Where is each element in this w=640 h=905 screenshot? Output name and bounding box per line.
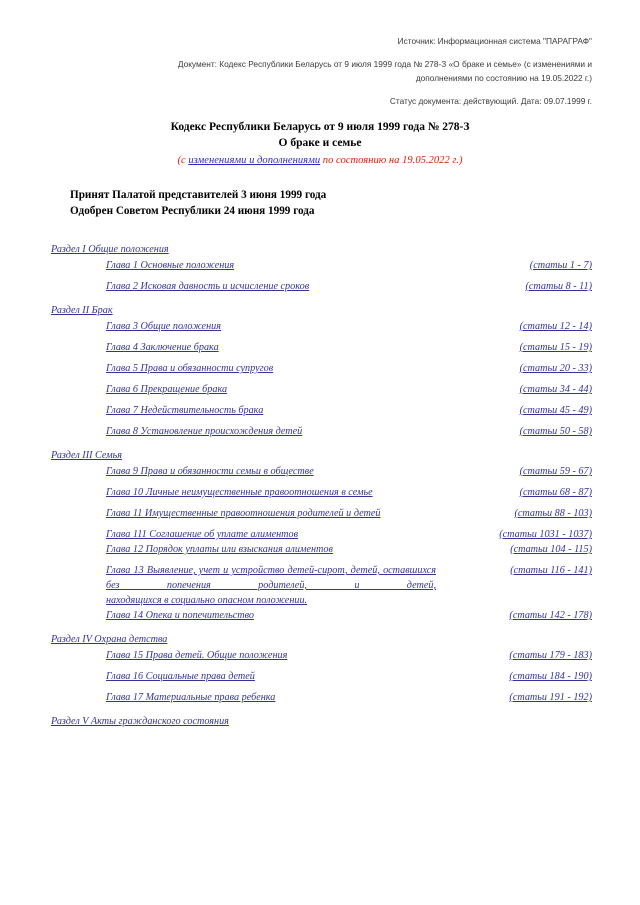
toc-articles-link[interactable]: (статьи 59 - 67): [519, 466, 592, 477]
toc-row: [48, 506, 592, 521]
toc-chapter-articles: [436, 464, 592, 479]
toc-chapter-link[interactable]: Глава 5 Права и обязанности супругов: [106, 363, 274, 374]
toc-chapter-articles: [436, 382, 592, 397]
toc-chapter-articles: [436, 608, 592, 623]
toc-section-link[interactable]: Раздел I Общие положения: [51, 244, 169, 255]
toc-chapter-link[interactable]: Глава 2 Исковая давность и исчисление сроков: [106, 281, 310, 292]
toc-row: [48, 279, 592, 294]
toc-articles-link[interactable]: (статьи 1 - 7): [529, 260, 592, 271]
toc-chapter-articles: [436, 485, 592, 500]
toc-chapter-link[interactable]: Глава 10 Личные неимущественные правоотношения в семье: [106, 487, 373, 498]
toc-row: [48, 669, 592, 684]
toc-chapter-title: [106, 669, 436, 684]
toc-articles-link[interactable]: (статьи 104 - 115): [510, 544, 592, 555]
toc-chapter-title: [106, 527, 436, 542]
toc-chapter-title: [106, 424, 436, 439]
toc-chapter-articles: [436, 319, 592, 334]
toc-row: [48, 608, 592, 623]
adoption-line-2: Одобрен Советом Республики 24 июня 1999 года: [70, 204, 315, 217]
toc-row: [48, 319, 592, 334]
toc-chapter-title: [106, 258, 436, 273]
toc-chapter-title: [106, 279, 436, 294]
toc-articles-link[interactable]: (статьи 68 - 87): [519, 487, 592, 498]
toc-chapter-title: [106, 382, 436, 397]
source-line: Источник: Информационная система "ПАРАГРАФ": [397, 36, 592, 46]
toc-chapter-title: [106, 485, 436, 500]
toc-articles-link[interactable]: (статьи 116 - 141): [510, 565, 592, 576]
toc-chapter-link[interactable]: Глава 17 Материальные права ребенка: [106, 692, 276, 703]
toc-articles-link[interactable]: (статьи 12 - 14): [519, 321, 592, 332]
toc-chapter-articles: [436, 340, 592, 355]
toc-chapter-articles: [436, 279, 592, 294]
toc-chapter-link[interactable]: Глава 4 Заключение брака: [106, 342, 219, 353]
toc-chapter-line-2: оставшихся без попечения родителей, и детей,: [106, 565, 436, 591]
toc-chapter-articles: [436, 403, 592, 418]
toc-chapter-articles: [436, 690, 592, 705]
toc-articles-link[interactable]: (статьи 179 - 183): [509, 650, 592, 661]
document-title-block: [48, 120, 592, 169]
toc-section-heading: [51, 303, 592, 318]
toc-chapter-articles: [436, 542, 592, 557]
toc-chapter-title: [106, 340, 436, 355]
toc-chapter-link[interactable]: Глава 12 Порядок уплаты или взыскания алиментов: [106, 544, 333, 555]
toc-section-link[interactable]: Раздел III Семья: [51, 450, 123, 461]
toc-chapter-articles: [436, 258, 592, 273]
toc-chapter-link[interactable]: Глава 3 Общие положения: [106, 321, 221, 332]
toc-articles-link[interactable]: (статьи 45 - 49): [519, 405, 592, 416]
toc-chapter-title: [106, 542, 436, 557]
title-line-1: Кодекс Республики Беларусь от 9 июля 1999 года № 278-З: [170, 121, 470, 133]
toc-row: [48, 403, 592, 418]
toc-articles-link[interactable]: (статьи 34 - 44): [519, 384, 592, 395]
toc-section-heading: [51, 632, 592, 647]
toc-chapter-title: [106, 608, 436, 623]
toc-row: [48, 648, 592, 663]
toc-chapter-articles: [436, 424, 592, 439]
toc-row: [48, 563, 592, 608]
toc-section-heading: [51, 714, 592, 729]
toc-row: [48, 527, 592, 542]
toc-chapter-articles: [436, 506, 592, 521]
document-line: Документ: Кодекс Республики Беларусь от 9 июля 1999 года № 278-З «О браке и семье» (с изменениями и дополнениями по состоянию на 19.05.2022 г.): [177, 58, 592, 83]
table-of-contents: [48, 242, 592, 729]
toc-chapter-link[interactable]: [106, 563, 436, 608]
toc-chapter-title: [106, 361, 436, 376]
toc-chapter-link[interactable]: Глава 6 Прекращение брака: [106, 384, 228, 395]
toc-chapter-link[interactable]: Глава 16 Социальные права детей: [106, 671, 255, 682]
toc-row: [48, 361, 592, 376]
toc-row: [48, 485, 592, 500]
toc-section-link[interactable]: Раздел V Акты гражданского состояния: [51, 716, 229, 727]
toc-articles-link[interactable]: (статьи 191 - 192): [509, 692, 592, 703]
toc-chapter-link[interactable]: Глава 11 Имущественные правоотношения родителей и детей: [106, 508, 381, 519]
toc-chapter-link[interactable]: Глава 111 Соглашение об уплате алиментов: [106, 529, 299, 540]
toc-chapter-line-1: Глава 13 Выявление, учет и устройство детей-сирот, детей,: [106, 565, 380, 576]
toc-chapter-link[interactable]: Глава 8 Установление происхождения детей: [106, 426, 303, 437]
toc-chapter-articles: [436, 669, 592, 684]
toc-chapter-title: [106, 506, 436, 521]
adoption-block: [70, 188, 592, 219]
toc-articles-link[interactable]: (статьи 184 - 190): [509, 671, 592, 682]
toc-chapter-title: [106, 464, 436, 479]
toc-articles-link[interactable]: (статьи 20 - 33): [519, 363, 592, 374]
toc-chapter-title: [106, 319, 436, 334]
toc-chapter-articles: [436, 527, 592, 542]
amendments-note: [48, 152, 592, 169]
toc-row: [48, 542, 592, 557]
toc-chapter-link[interactable]: Глава 15 Права детей. Общие положения: [106, 650, 288, 661]
toc-articles-link[interactable]: (статьи 50 - 58): [519, 426, 592, 437]
toc-chapter-articles: [436, 648, 592, 663]
toc-chapter-title: [106, 403, 436, 418]
toc-articles-link[interactable]: (статьи 142 - 178): [509, 610, 592, 621]
amendments-suffix: по состоянию на 19.05.2022 г.): [320, 155, 463, 166]
toc-articles-link[interactable]: (статьи 88 - 103): [514, 508, 592, 519]
adoption-line-1: Принят Палатой представителей 3 июня 1999 года: [70, 189, 327, 201]
amendments-link[interactable]: изменениями и дополнениями: [188, 155, 321, 166]
document-metadata-header: [48, 34, 592, 108]
toc-chapter-title: [106, 648, 436, 663]
toc-row: [48, 690, 592, 705]
toc-chapter-link[interactable]: Глава 7 Недействительность брака: [106, 405, 264, 416]
toc-section-link[interactable]: Раздел IV Охрана детства: [51, 634, 168, 645]
toc-row: [48, 382, 592, 397]
toc-row: [48, 258, 592, 273]
toc-section-link[interactable]: Раздел II Брак: [51, 305, 113, 316]
toc-chapter-title: [106, 563, 436, 608]
toc-chapter-link[interactable]: Глава 14 Опека и попечительство: [106, 610, 254, 621]
toc-section-heading: [51, 448, 592, 463]
toc-row: [48, 464, 592, 479]
status-line: Статус документа: действующий. Дата: 09.07.1999 г.: [389, 95, 592, 106]
toc-row: [48, 340, 592, 355]
toc-row: [48, 424, 592, 439]
toc-articles-link[interactable]: (статьи 8 - 11): [525, 281, 592, 292]
toc-articles-link[interactable]: (статьи 15 - 19): [519, 342, 592, 353]
toc-chapter-articles: [436, 361, 592, 376]
toc-chapter-line-3: находящихся в социально опасном положении.: [106, 595, 308, 606]
amendments-prefix: (с: [177, 155, 189, 166]
toc-chapter-articles: [436, 563, 592, 578]
toc-chapter-title: [106, 690, 436, 705]
toc-articles-link[interactable]: (статьи 1031 - 1037): [499, 529, 592, 540]
toc-chapter-link[interactable]: Глава 9 Права и обязанности семьи в обществе: [106, 466, 314, 477]
toc-chapter-link[interactable]: Глава 1 Основные положения: [106, 260, 235, 271]
toc-section-heading: [51, 242, 592, 257]
title-line-2: О браке и семье: [278, 136, 362, 149]
